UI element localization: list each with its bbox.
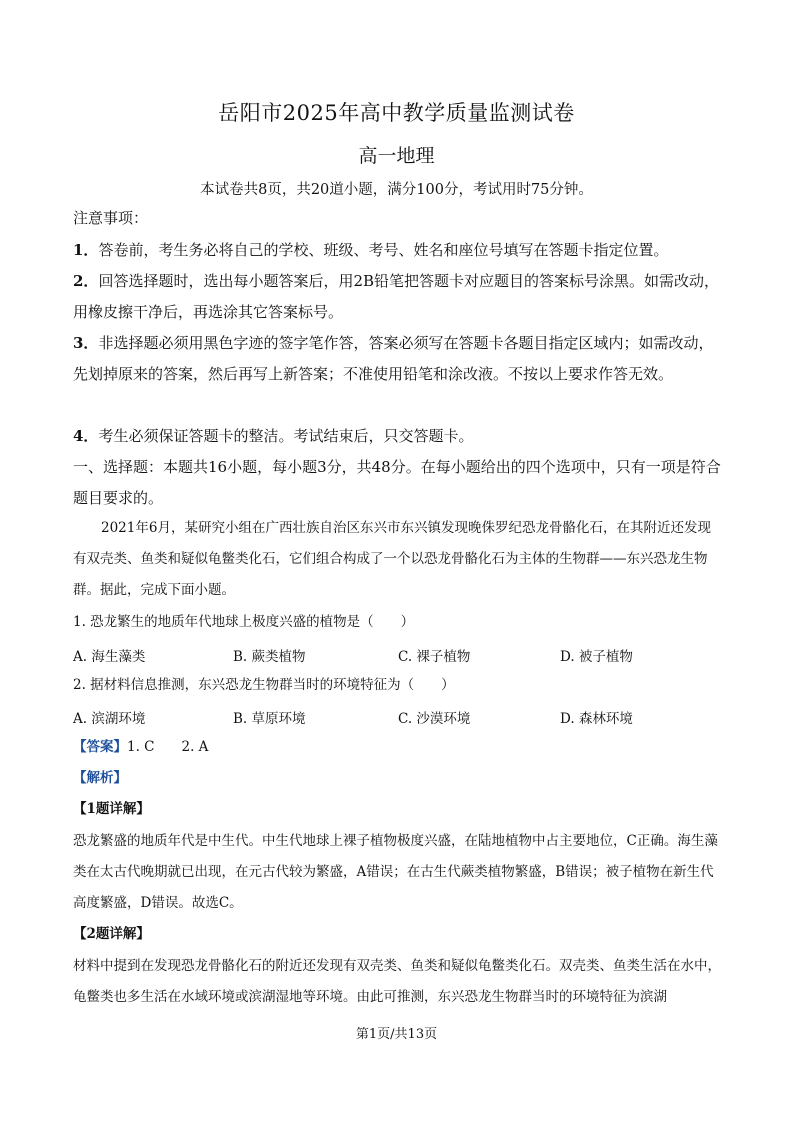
notice-heading: 注意事项： <box>73 209 149 227</box>
option-b: B. 蕨类植物 <box>233 649 306 665</box>
option-b: B. 草原环境 <box>233 711 306 727</box>
notice-item-text: 考生必须保证答题卡的整洁。考试结束后，只交答题卡。 <box>98 427 474 445</box>
section-heading: 一、选择题：本题共16小题，每小题3分，共48分。在每小题给出的四个选项中，只有一项是符合题目要求的。 <box>73 458 721 507</box>
answer-text: 1. C 2. A <box>127 739 209 755</box>
option-d: D. 被子植物 <box>560 649 633 665</box>
option-c: C. 裸子植物 <box>398 649 471 665</box>
detail1-label <box>73 794 723 825</box>
detail2-label-text: 【2题详解】 <box>73 926 150 942</box>
answer-line <box>73 732 723 763</box>
detail1-label-text: 【1题详解】 <box>73 801 150 817</box>
option-a: A. 滨湖环境 <box>73 711 146 727</box>
notice-item <box>73 421 723 452</box>
page-title: 岳阳市2025年高中教学质量监测试卷 <box>218 101 575 125</box>
material-paragraph: 2021年6月，某研究小组在广西壮族自治区东兴市东兴镇发现晚侏罗纪恐龙骨骼化石，在其附近还发现有双壳类、鱼类和疑似龟鳖类化石，它们组合构成了一个以恐龙骨骼化石为主体的生物群——东兴恐龙生物群。据此，完成下面小题。 <box>73 520 711 598</box>
detail2-label <box>73 919 723 950</box>
notice-item-number: 3． <box>73 334 99 352</box>
notice-item-text: 回答选择题时，选出每小题答案后，用2B铅笔把答题卡对应题目的答案标号涂黑。如需改动，用橡皮擦干净后，再选涂其它答案标号。 <box>73 272 720 321</box>
notice-item-text: 非选择题必须用黑色字迹的签字笔作答，答案必须写在答题卡各题目指定区域内；如需改动，先划掉原来的答案，然后再写上新答案；不准使用铅笔和涂改液。不按以上要求作答无效。 <box>73 334 714 383</box>
notice-item <box>73 266 723 328</box>
option-a: A. 海生藻类 <box>73 649 146 665</box>
answer-label: 【答案】 <box>73 739 127 755</box>
question-options <box>73 707 733 731</box>
detail2-text: 材料中提到在发现恐龙骨骼化石的附近还发现有双壳类、鱼类和疑似龟鳖类化石。双壳类、鱼类生活在水中，龟鳖类也多生活在水域环境或滨湖湿地等环境。由此可推测，东兴恐龙生物群当时的环境特征为滨湖 <box>73 958 721 1005</box>
analysis-label <box>73 763 723 794</box>
notice-item <box>73 328 723 390</box>
notice-item <box>73 235 723 266</box>
option-c: C. 沙漠环境 <box>398 711 471 727</box>
page-subtitle: 高一地理 <box>358 145 435 167</box>
notice-item-text: 答卷前，考生务必将自己的学校、班级、考号、姓名和座位号填写在答题卡指定位置。 <box>98 241 669 259</box>
notice-item-number: 2． <box>73 272 99 290</box>
notice-item-number: 1． <box>73 241 99 259</box>
option-d: D. 森林环境 <box>560 711 633 727</box>
question-stem: 1. 恐龙繁生的地质年代地球上极度兴盛的植物是（ ） <box>73 614 415 630</box>
page-footer: 第1页/共13页 <box>355 1027 438 1042</box>
question-stem: 2. 据材料信息推测，东兴恐龙生物群当时的环境特征为（ ） <box>73 677 455 693</box>
notice-item-number: 4． <box>73 427 99 445</box>
exam-intro: 本试卷共8页，共20道小题，满分100分，考试用时75分钟。 <box>200 182 593 198</box>
analysis-label-text: 【解析】 <box>73 770 127 786</box>
question-options <box>73 645 733 669</box>
detail1-text: 恐龙繁盛的地质年代是中生代。中生代地球上裸子植物极度兴盛，在陆地植物中占主要地位，C正确。海生藻类在太古代晚期就已出现，在元古代较为繁盛，A错误；在古生代蕨类植物繁盛，B错误；被子植物在新生代高度繁盛，D错误。故选C。 <box>73 833 718 911</box>
